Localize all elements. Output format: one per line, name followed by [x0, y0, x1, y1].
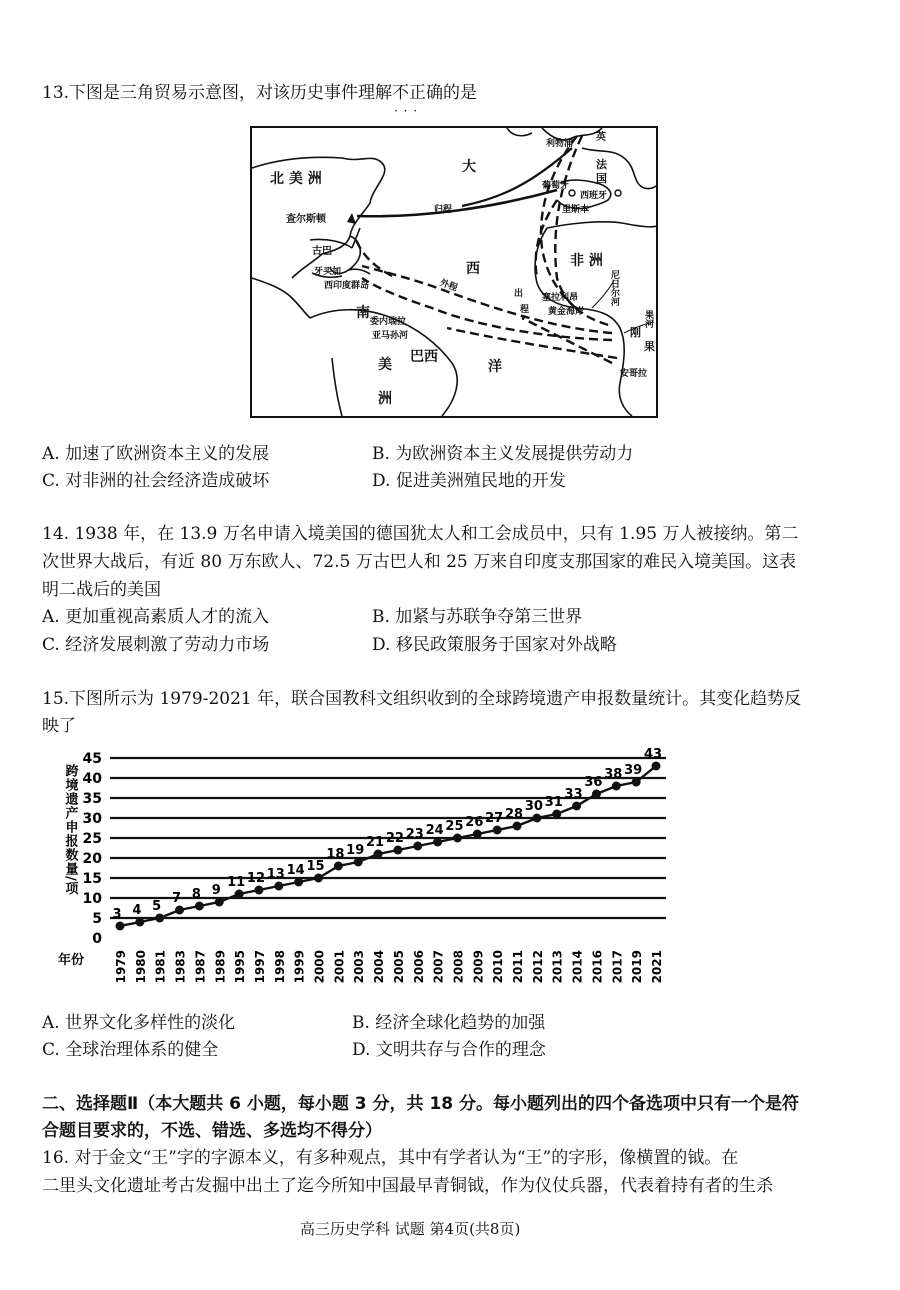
data-label: 12: [246, 871, 266, 886]
x-tick-label: 2000: [312, 950, 327, 984]
africa-north-coast: [547, 222, 656, 228]
data-point: [274, 882, 283, 891]
x-tick-label: 1981: [153, 950, 168, 984]
label-guo: 国: [596, 172, 607, 185]
label-mei: 美: [378, 357, 392, 373]
y-tick-label: 0: [92, 931, 102, 947]
data-label: 27: [485, 811, 504, 826]
y-axis-label: 跨境遗产申报数量/项: [62, 764, 78, 896]
label-gold-coast: 黄金海岸: [548, 307, 585, 317]
data-label: 4: [132, 903, 142, 918]
label-portugal: 葡萄牙: [542, 181, 570, 191]
data-point: [652, 762, 661, 771]
q16-line-2: 二里头文化遗址考古发掘中出土了迄今所知中国最早青铜钺，作为仪仗兵器，代表着持有者的生杀: [42, 1176, 773, 1196]
x-tick-label: 2012: [530, 950, 545, 984]
data-label: 22: [385, 831, 404, 846]
label-da: 大: [462, 159, 476, 175]
q15-line-2: 映了: [42, 716, 76, 736]
label-france: 法: [596, 158, 607, 171]
q13-option-d[interactable]: D. 促进美洲殖民地的开发: [372, 471, 566, 491]
label-charleston: 查尔斯顿: [286, 214, 326, 225]
label-west-indies: 西印度群岛: [324, 281, 370, 291]
data-point: [175, 906, 184, 915]
x-tick-label: 2013: [550, 950, 565, 984]
y-tick-label: 35: [82, 791, 102, 807]
label-spain: 西班牙: [580, 191, 608, 201]
data-point: [135, 918, 144, 927]
data-label: 18: [326, 847, 345, 862]
data-point: [513, 822, 522, 831]
q14-line-2: 次世界大战后，有近 80 万东欧人、72.5 万古巴人和 25 万来自印度支那国家的难民入境美国。这表: [42, 552, 797, 572]
data-point: [413, 842, 422, 851]
data-point: [235, 890, 244, 899]
outbound-route-line: [541, 136, 582, 313]
y-tick-label: 5: [92, 911, 102, 927]
q13-option-a[interactable]: A. 加速了欧洲资本主义的发展: [42, 444, 270, 464]
q13-option-b[interactable]: B. 为欧洲资本主义发展提供劳动力: [372, 444, 634, 464]
data-point: [155, 914, 164, 923]
q15-option-a[interactable]: A. 世界文化多样性的淡化: [42, 1013, 236, 1033]
data-point: [215, 898, 224, 907]
section-2-heading-line-1: 二、选择题Ⅱ（本大题共 6 小题，每小题 3 分，共 18 分。每小题列出的四个备选项中只有一个是符: [42, 1094, 800, 1114]
data-label: 13: [266, 867, 285, 882]
x-tick-label: 2017: [610, 950, 625, 984]
data-label: 30: [524, 799, 543, 814]
label-jamaica: 牙买加: [314, 267, 342, 277]
heritage-declarations-chart: [48, 742, 678, 1010]
label-africa: 非 洲: [570, 253, 603, 269]
page-footer: 高三历史学科 试题 第4页(共8页): [300, 1220, 521, 1238]
q15-line-1: 15.下图所示为 1979-2021 年，联合国教科文组织收到的全球跨境遗产申报数量统计。其变化趋势反: [42, 689, 802, 709]
x-tick-label: 1979: [114, 950, 128, 984]
x-tick-label: 2010: [491, 950, 506, 984]
data-point: [632, 778, 641, 787]
jamaica-outline: [348, 269, 370, 274]
data-label: 25: [445, 819, 464, 834]
return-route-line: [357, 190, 557, 216]
q14-option-a[interactable]: A. 更加重视高素质人才的流入: [42, 607, 270, 627]
x-tick-label: 1987: [193, 950, 208, 984]
data-label: 43: [643, 747, 663, 762]
x-tick-label: 2011: [511, 950, 526, 984]
y-tick-label: 10: [82, 891, 102, 907]
x-tick-label: 1999: [292, 950, 307, 984]
q14-option-d[interactable]: D. 移民政策服务于国家对外战略: [372, 635, 617, 655]
label-congo-river: 果河: [643, 310, 653, 328]
triangular-trade-map: [250, 126, 658, 418]
data-label: 14: [286, 863, 305, 878]
label-angola: 安哥拉: [620, 369, 648, 379]
label-return-route: 归程: [434, 205, 453, 215]
label-departure-1: 出: [514, 289, 524, 299]
data-point: [314, 874, 323, 883]
x-tick-label: 2005: [391, 950, 406, 984]
data-label: 9: [211, 883, 221, 898]
data-label: 31: [544, 795, 563, 810]
data-point: [354, 858, 363, 867]
data-label: 36: [584, 775, 603, 790]
x-tick-label: 2006: [411, 950, 426, 984]
data-label: 26: [465, 815, 484, 830]
label-yang: 洋: [488, 359, 502, 375]
label-lisbon: 里斯本: [562, 205, 590, 215]
data-label: 23: [405, 827, 424, 842]
data-point: [433, 838, 442, 847]
q15-option-d[interactable]: D. 文明共存与合作的理念: [352, 1040, 546, 1060]
label-amazon: 亚马孙河: [372, 331, 409, 341]
data-label: 5: [152, 899, 162, 914]
x-tick-label: 2016: [590, 950, 605, 984]
q14-option-c[interactable]: C. 经济发展刺激了劳动力市场: [42, 635, 270, 655]
data-label: 3: [112, 907, 122, 922]
x-tick-label: 1995: [233, 950, 248, 984]
data-point: [254, 886, 263, 895]
x-tick-label: 2004: [372, 950, 387, 984]
label-niger-river: 尼日尔河: [609, 270, 619, 306]
q13-stem-pre: 13.下图是三角贸易示意图，对该历史事件理解: [42, 83, 393, 103]
data-point: [334, 862, 343, 871]
data-point: [572, 802, 581, 811]
data-point: [374, 850, 383, 859]
label-congo-2: 果: [644, 340, 655, 353]
label-brazil: 巴西: [410, 349, 438, 365]
q13-stem: [42, 80, 477, 107]
data-point: [393, 846, 402, 855]
section-2-heading-line-2: 合题目要求的，不选、错选、多选均不得分）: [42, 1121, 382, 1141]
label-north-america: 北 美 洲: [270, 171, 322, 187]
label-uk: 英: [596, 132, 606, 143]
data-point: [612, 782, 621, 791]
label-sierra-leone: 塞拉利昂: [542, 293, 579, 303]
data-point: [473, 830, 482, 839]
label-nan: 南: [356, 305, 370, 321]
label-mei-zhou: 洲: [378, 391, 392, 407]
y-tick-label: 25: [82, 831, 102, 847]
q14-option-b[interactable]: B. 加紧与苏联争夺第三世界: [372, 607, 583, 627]
data-point: [552, 810, 561, 819]
x-tick-label: 2001: [332, 950, 347, 984]
label-xi: 西: [466, 261, 480, 277]
y-tick-label: 45: [82, 751, 102, 767]
q14-line-3: 明二战后的美国: [42, 580, 161, 600]
data-label: 19: [346, 843, 365, 858]
data-label: 24: [425, 823, 444, 838]
data-point: [453, 834, 462, 843]
q15-option-b[interactable]: B. 经济全球化趋势的加强: [352, 1013, 546, 1033]
label-congo-1: 刚: [630, 326, 641, 339]
label-venezuela: 委内瑞拉: [370, 317, 407, 327]
data-point: [592, 790, 601, 799]
data-label: 38: [604, 767, 623, 782]
y-tick-label: 15: [82, 871, 102, 887]
x-tick-label: 2014: [570, 950, 585, 984]
label-cuba: 古巴: [312, 246, 332, 257]
data-label: 28: [504, 807, 524, 822]
q13-stem-emphasis: 不正确 · · ·: [392, 83, 443, 103]
q14-line-1: 14. 1938 年，在 13.9 万名申请入境美国的德国犹太人和工会成员中，只有 1.95 万人被接纳。第二: [42, 524, 799, 544]
data-label: 11: [227, 875, 246, 890]
x-tick-label: 2009: [471, 950, 486, 984]
x-tick-label: 2019: [630, 950, 645, 984]
x-tick-label: 2021: [650, 950, 664, 984]
data-label: 7: [172, 891, 182, 906]
x-tick-label: 1983: [173, 950, 188, 984]
x-tick-label: 1980: [133, 950, 148, 984]
data-label: 39: [624, 763, 643, 778]
data-label: 33: [564, 787, 583, 802]
data-point: [195, 902, 204, 911]
data-label: 8: [191, 887, 201, 902]
label-liverpool: 利物浦: [546, 139, 574, 149]
q16-line-1: 16. 对于金文“王”字的字源本义，有多种观点，其中有学者认为“王”的字形，像横置的钺。在: [42, 1148, 739, 1168]
q13-option-c[interactable]: C. 对非洲的社会经济造成破坏: [42, 471, 270, 491]
data-point: [493, 826, 502, 835]
y-tick-label: 20: [82, 851, 102, 867]
data-point: [294, 878, 303, 887]
x-tick-label: 2007: [431, 950, 446, 984]
data-point: [116, 922, 125, 931]
x-tick-label: 1998: [272, 950, 287, 984]
x-axis-label: 年份: [58, 953, 85, 968]
data-point: [532, 814, 541, 823]
data-label: 15: [306, 859, 325, 874]
label-departure-2: 程: [520, 305, 530, 315]
label-outbound-route: 外程: [438, 278, 459, 294]
x-tick-label: 2003: [352, 950, 367, 984]
x-tick-label: 1997: [252, 950, 267, 984]
x-tick-label: 1989: [213, 950, 228, 984]
y-tick-label: 30: [82, 811, 102, 827]
data-label: 21: [366, 835, 385, 850]
y-tick-label: 40: [82, 771, 102, 787]
q15-option-c[interactable]: C. 全球治理体系的健全: [42, 1040, 219, 1060]
x-tick-label: 2008: [451, 950, 466, 984]
q13-stem-post: 的是: [443, 83, 478, 103]
